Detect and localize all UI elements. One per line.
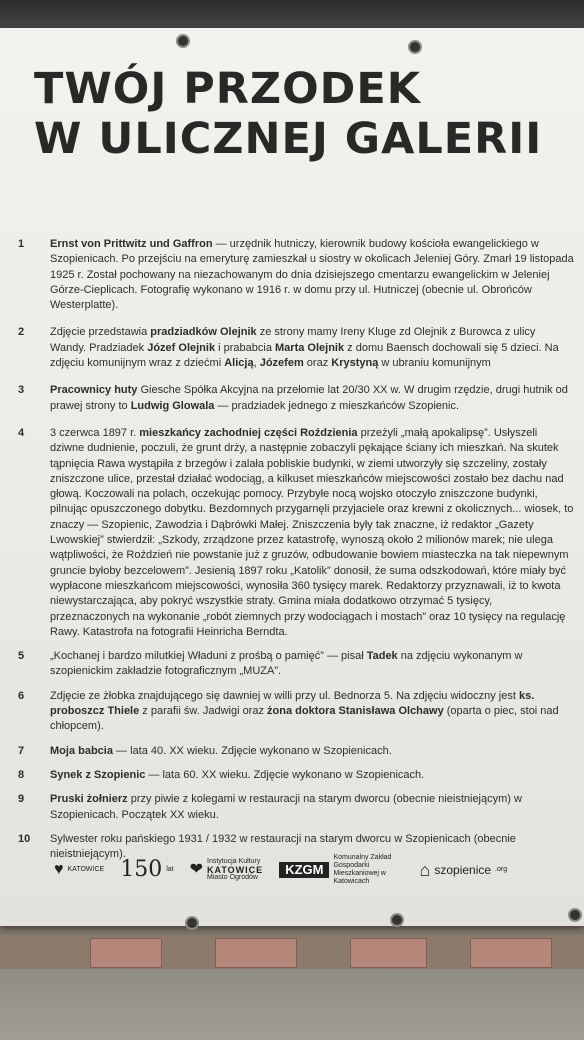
- entry-text-bold: Synek z Szopienic: [50, 768, 146, 781]
- entry-text-segment: w ubraniu komunijnym: [378, 357, 491, 370]
- entry-number: 9: [18, 793, 25, 806]
- grommet: [568, 908, 582, 922]
- entry-text-bold: ks. proboszcz Thiele: [50, 689, 535, 718]
- entry-text: [50, 744, 574, 759]
- entry-text-bold: Ludwig Glowala: [130, 399, 215, 412]
- entry-text-bold: pradziadków Olejnik: [150, 326, 257, 339]
- katowice-heart-logo: [54, 861, 105, 878]
- anniversary-number: 150: [120, 857, 163, 882]
- caption-entry: [18, 744, 574, 759]
- katowice-name: KATOWICE: [207, 865, 264, 875]
- entry-number: 1: [18, 238, 25, 250]
- entry-text-bold: Józef Olejnik: [147, 341, 216, 354]
- entry-text-segment: (oparta o piec, stoi nad chłopcem).: [50, 705, 559, 733]
- entry-text-bold: żona doktora Stanisława Olchawy: [267, 705, 444, 718]
- grommet: [408, 40, 422, 54]
- entry-text-segment: Sylwester roku pańskiego 1931 / 1932 w restauracji na starym dworcu w Szopienicach (obecnie nieistniejącym).: [50, 832, 516, 861]
- banner-title: [34, 64, 584, 164]
- entry-text-segment: ,: [253, 357, 260, 370]
- entry-text: [50, 237, 574, 313]
- kzgm-mark: KZGM: [279, 862, 329, 878]
- caption-entry: [18, 383, 574, 414]
- entry-text-segment: z parafii św. Jadwigi oraz: [139, 705, 268, 718]
- entry-text-bold: Marta Olejnik: [275, 341, 345, 354]
- entry-text: [50, 426, 574, 640]
- entry-text-bold: Pracownicy huty: [50, 384, 138, 397]
- curb-brick: [350, 938, 427, 968]
- entry-text: [50, 383, 574, 414]
- entry-number: 5: [18, 650, 25, 663]
- entry-text-bold: Alicją: [224, 357, 254, 370]
- entry-text-segment: „Kochanej i bardzo milutkiej Właduni z prośbą o pamięć” — pisał: [50, 650, 367, 663]
- szopienice-tld: .org: [495, 866, 508, 873]
- institution-line: Instytucja Kultury: [207, 858, 261, 865]
- grommet: [185, 916, 199, 930]
- entry-text-segment: — lata 40. XX wieku. Zdjęcie wykonano w Szopienicach.: [112, 744, 392, 757]
- caption-entry: [18, 689, 574, 735]
- entry-text-segment: przy piwie z kolegami w restauracji na starym dworcu (obecnie nieistniejącym) w Szopienicach. Początek XX wieku.: [50, 793, 522, 821]
- entry-text-bold: Tadek: [366, 650, 398, 663]
- entry-text: [50, 649, 574, 680]
- caption-entry: [18, 426, 574, 640]
- curb-brick: [470, 938, 552, 968]
- entry-text-bold: mieszkańcy zachodniej części Roździenia: [139, 426, 358, 439]
- caption-entry: [18, 325, 574, 371]
- anniversary-logo: [120, 857, 174, 882]
- caption-entry: [18, 792, 574, 823]
- entry-text-bold: Józefem: [259, 357, 304, 370]
- entry-text-segment: Zdjęcie przedstawia: [50, 326, 151, 339]
- entry-text-bold: Krystyną: [331, 357, 379, 370]
- entry-number: 2: [18, 326, 25, 339]
- entry-text-segment: na zdjęciu wykonanym w szopienickim zakładzie fotograficznym „MUZA”.: [50, 650, 523, 678]
- title-line-1: TWÓJ PRZODEK: [34, 64, 422, 114]
- entry-text-segment: i prababcia: [215, 341, 276, 354]
- entry-text-bold: Pruski żołnierz: [50, 793, 128, 806]
- kzgm-description: Komunalny Zakład Gospodarki Mieszkaniowej w Katowicach: [333, 854, 392, 885]
- grommet: [390, 913, 404, 927]
- title-line-2: W ULICZNEJ GALERII: [34, 114, 543, 164]
- entry-text: [50, 325, 574, 371]
- entry-number: 4: [18, 426, 25, 439]
- curb-brick: [90, 938, 162, 968]
- heart-icon: ♥: [54, 861, 64, 878]
- curb-brick: [215, 938, 297, 968]
- entry-text-segment: — lata 60. XX wieku. Zdjęcie wykonano w Szopienicach.: [145, 768, 425, 781]
- bird-icon: ❤: [189, 861, 204, 878]
- museum-line: Miasto Ogrodów: [207, 874, 258, 881]
- szopienice-logo: [419, 860, 508, 880]
- entry-text-segment: Zdjęcie ze żłobka znajdującego się dawniej w willi przy ul. Bednorza 5. Na zdjęciu widoczny jest: [50, 689, 519, 702]
- entry-text-segment: — pradziadek jednego z mieszkańców Szopienic.: [214, 399, 460, 412]
- caption-entry: [18, 768, 574, 783]
- entry-text-bold: Ernst von Prittwitz und Gaffron: [50, 238, 213, 250]
- house-icon: ⌂: [419, 860, 431, 880]
- entry-text-segment: oraz: [303, 357, 332, 370]
- entry-number: 3: [18, 384, 25, 397]
- sponsor-logos: [54, 850, 554, 890]
- entry-number: 6: [18, 689, 25, 702]
- szopienice-name: szopienice: [434, 863, 492, 877]
- katowice-museum-logo: [190, 858, 264, 882]
- entry-text-segment: przeżyli „małą apokalipsę”. Usłyszeli dziwne dudnienie, poczuli, że grunt drży, a następnie zobaczyli pękające ściany ich mieszkań. Na skutek tąpnięcia Rawa wystąpiła z brzegów i zalała pobliskie budynki, w ziemi utworzyły się szczeliny, zostały zniszczone ulice, przestał działać wodociąg, a kilkuset mieszkańców miejscowości zostało bez dachu nad głową. Koczowali na polach, oczekując pomocy. Przybyłe nocą wojsko otoczyło zniszczone budynki, pilnując opuszczonego dobytku. Bezdomnych przygarnęli przyjaciele oraz krewni z okolicznych... wiosek, to znaczy — Szopienic, Zawodzia i Dąbrówki Małej. Zniszczenia były tak znaczne, iż redaktor „Gazety Lwowskiej” stwierdził: „Szkody, zrządzone przez katastrofę, wynoszą około 2 milionów marek; nie ulega wątpliwości, że Roździeń nie powstanie już z gruzów, odbudowanie bowiem miasteczka na tak niepewnym gruncie byłoby bezcelowem”. Jesienią 1897 roku „Katolik” donosił, że suma odszkodowań, które miały być wypłacone mieszkańcom miejscowości, wynosiła 360 tysięcy marek. Redaktorzy przyznawali, iż to kwota niewystarczająca, aby pokryć wszystkie straty. Gmina miała dodatkowo otrzymać 5 tysięcy, przeznaczonych na wykonanie „robót ziemnych przy wodociągach i mostach” oraz 10 tysięcy na regulację Rawy. Katastrofa na fotografii Heinricha Berndta.: [50, 426, 574, 638]
- entry-text-bold: Moja babcia: [50, 744, 113, 757]
- grommet: [176, 34, 190, 48]
- anniversary-word: lat: [166, 866, 174, 873]
- entry-text-segment: 3 czerwca 1897 r.: [50, 426, 140, 439]
- entry-text-segment: z domu Baensch dochowali się 5 dzieci. Na zdjęciu komunijnym wraz z dziećmi: [50, 341, 559, 370]
- caption-entry: [18, 649, 574, 680]
- entry-text-segment: — urzędnik hutniczy, kierownik budowy kościoła ewangelickiego w Szopienicach. Po przejściu na emeryturę zamieszkał u siostry w okolicach Jeleniej Góry. Zmarł 19 listopada 1925 r. Został pochowany na niezachowanym do dnia dzisiejszego cmentarzu ewangelickim w Jeleniej Górze-Cieplicach. Fotografię wykonano w 1916 r. w domu przy ul. Hutniczej (obecnie ul. Obrońców Westerplatte).: [50, 238, 574, 312]
- entry-number: 8: [18, 768, 25, 781]
- kzgm-logo: [279, 854, 403, 886]
- caption-entry: [18, 237, 574, 313]
- entry-text: [50, 792, 574, 823]
- entry-number: 7: [18, 744, 25, 757]
- entry-text: [50, 768, 574, 783]
- entry-text-segment: Giesche Spółka Akcyjna na przełomie lat 20/30 XX w. W drugim rzędzie, drugi hutnik od prawej strony to: [50, 384, 568, 412]
- entry-number: 10: [18, 832, 31, 845]
- entry-text-segment: ze strony mamy Ireny Kluge zd Olejnik z Burowca z ulicy Wandy. Pradziadek: [50, 326, 536, 354]
- caption-list: [18, 237, 574, 862]
- entry-text: [50, 689, 574, 735]
- katowice-small-label: KATOWICE: [67, 866, 105, 873]
